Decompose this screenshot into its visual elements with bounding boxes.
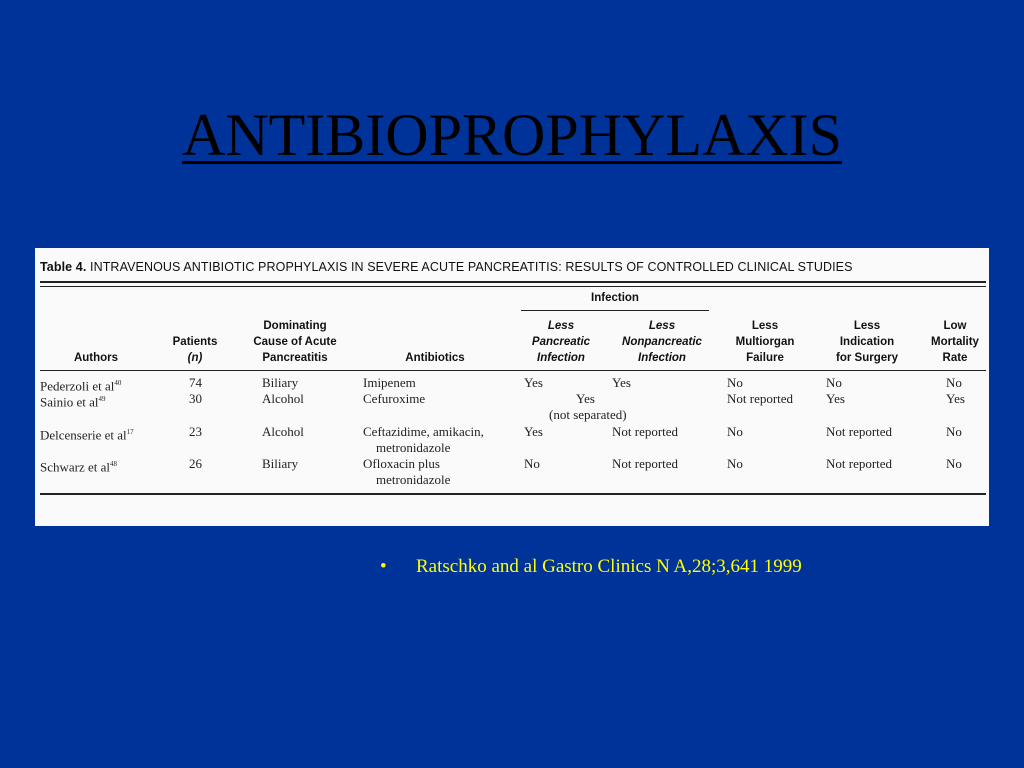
- bullet-dot: •: [380, 556, 387, 577]
- table-image: [35, 248, 989, 526]
- table-row-2-author: Sainio et $al^{49}$: [40, 394, 106, 410]
- table-caption: [40, 260, 853, 274]
- table-row-2-infection-note: (not separated): [549, 407, 627, 422]
- table-row-4-cause: Biliary: [262, 456, 299, 471]
- table-row-1-nonpancreatic: Yes: [612, 375, 631, 390]
- infection-group-header: Infection: [591, 292, 639, 304]
- header-patients-n: (n): [187, 352, 203, 364]
- table-row-4-multiorgan: No: [727, 456, 743, 471]
- header-surgery-line3: for Surgery: [836, 352, 898, 364]
- citation-bullet: [380, 556, 802, 578]
- header-pancreatic: [513, 318, 609, 366]
- header-multiorgan: [717, 318, 813, 366]
- header-mortality-line2: Mortality: [931, 336, 979, 348]
- table-row-4-antibiotics-line2: metronidazole: [376, 472, 451, 487]
- table-row-2-mortality: Yes: [946, 391, 965, 406]
- header-pancreatic-line2: Pancreatic: [531, 336, 591, 348]
- header-multiorgan-line2: Multiorgan: [735, 336, 795, 348]
- table-row-3-antibiotics-line2: metronidazole: [376, 440, 451, 455]
- citation-text: Ratschko and al Gastro Clinics N A,28;3,641 1999: [416, 556, 802, 577]
- slide-title-text: ANTIBIOPROPHYLAXIS: [181, 102, 843, 168]
- header-mortality-line1: Low: [943, 320, 967, 332]
- table-row-3-surgery: Not reported: [826, 424, 893, 439]
- infection-group-rule: [521, 310, 709, 311]
- header-cause-line1: Dominating: [263, 320, 327, 332]
- header-surgery: [817, 318, 917, 366]
- header-surgery-line1: Less: [853, 320, 881, 332]
- header-patients-line2: [165, 350, 225, 366]
- header-patients: [165, 334, 225, 366]
- table-row-2-multiorgan: Not reported: [727, 391, 794, 406]
- table-caption-text: INTRAVENOUS ANTIBIOTIC PROPHYLAXIS IN SEVERE ACUTE PANCREATITIS: RESULTS OF CONTROLLED CLINICAL STUDIES: [90, 260, 853, 274]
- top-rule: [40, 281, 986, 283]
- table-row-1-pancreatic: Yes: [524, 375, 543, 390]
- table-row-2-antibiotics: Cefuroxime: [363, 391, 426, 406]
- table-row-1-multiorgan: No: [727, 375, 743, 390]
- header-rule: [40, 370, 986, 371]
- bottom-rule: [40, 493, 986, 495]
- table-row-3-author: Delcenserie et $al^{17}$: [40, 427, 134, 443]
- table-row-4-pancreatic: No: [524, 456, 540, 471]
- header-pancreatic-line1: Less: [547, 320, 575, 332]
- header-antibiotics: Antibiotics: [405, 352, 465, 364]
- table-row-3-multiorgan: No: [727, 424, 743, 439]
- table-row-4-author: Schwarz et $al^{48}$: [40, 459, 118, 475]
- table-row-3-antibiotics: Ceftazidime, amikacin,: [363, 424, 484, 439]
- table-row-4-patients: 26: [189, 456, 202, 471]
- header-surgery-line2: Indication: [839, 336, 895, 348]
- table-row-4-antibiotics: Ofloxacin plus: [363, 456, 440, 471]
- header-nonpancreatic: [607, 318, 717, 366]
- header-mortality: [923, 318, 987, 366]
- header-pancreatic-line3: Infection: [537, 352, 585, 364]
- header-authors: Authors: [73, 352, 119, 364]
- table-row-2-cause: Alcohol: [262, 391, 304, 406]
- header-nonpancreatic-line3: Infection: [638, 352, 686, 364]
- table-row-3-pancreatic: Yes: [524, 424, 543, 439]
- table-row-4-mortality: No: [946, 456, 962, 471]
- table-row-1-cause: Biliary: [262, 375, 299, 390]
- table-row-2-infection-combined: Yes: [576, 391, 595, 406]
- header-cause: [235, 318, 355, 366]
- table-row-3-patients: 23: [189, 424, 202, 439]
- header-multiorgan-line1: Less: [751, 320, 779, 332]
- table-row-1-patients: 74: [189, 375, 202, 390]
- table-row-1-surgery: No: [826, 375, 842, 390]
- top-rule-thin: [40, 286, 986, 287]
- table-row-3-mortality: No: [946, 424, 962, 439]
- table-row-4-nonpancreatic: Not reported: [612, 456, 679, 471]
- slide-title: [0, 100, 1024, 170]
- table-label: Table 4.: [40, 260, 87, 274]
- table-row-2-surgery: Yes: [826, 391, 845, 406]
- table-row-4-surgery: Not reported: [826, 456, 893, 471]
- table-row-1-antibiotics: Imipenem: [363, 375, 416, 390]
- table-row-1-author: Pederzoli et $al^{40}$: [40, 378, 122, 394]
- header-nonpancreatic-line1: Less: [648, 320, 676, 332]
- header-cause-line2: Cause of Acute: [253, 336, 337, 348]
- header-mortality-line3: Rate: [942, 352, 968, 364]
- table-row-3-nonpancreatic: Not reported: [612, 424, 679, 439]
- table-row-1-mortality: No: [946, 375, 962, 390]
- header-patients-line1: Patients: [172, 336, 218, 348]
- header-multiorgan-line3: Failure: [746, 352, 784, 364]
- table-row-2-patients: 30: [189, 391, 202, 406]
- header-cause-line3: Pancreatitis: [262, 352, 328, 364]
- header-nonpancreatic-line2: Nonpancreatic: [622, 336, 702, 348]
- table-row-3-cause: Alcohol: [262, 424, 304, 439]
